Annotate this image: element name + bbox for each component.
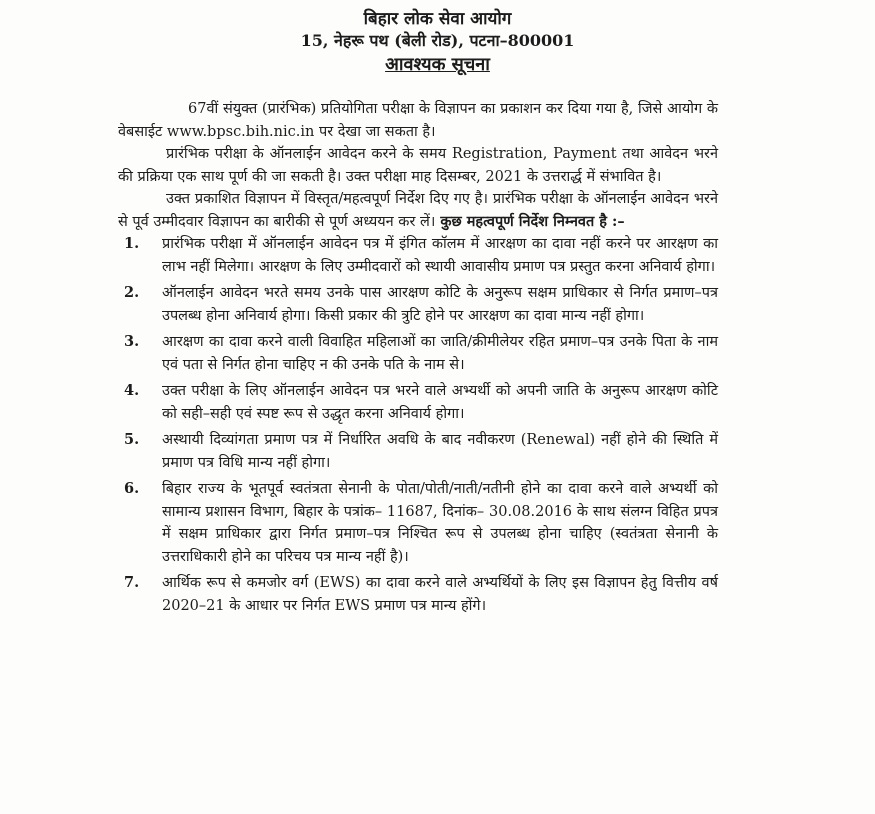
list-item-text: आर्थिक रूप से कमजोर वर्ग (EWS) का दावा करने वाले अभ्यर्थियों के लिए इस विज्ञापन हेतु वित्तीय वर्ष 2020–21 के आधार पर निर्गत EWS प्रमाण पत्र मान्य होंगे। <box>162 575 718 614</box>
list-item-text: प्रारंभिक परीक्षा में ऑनलाईन आवेदन पत्र में इंगित कॉलम में आरक्षण का दावा नहीं करने पर आरक्षण का लाभ नहीं मिलेगा। आरक्षण के लिए उम्मीदवारों को स्थायी आवासीय प्रमाण पत्र प्रस्तुत करना अनिवार्य होगा। <box>162 236 718 275</box>
list-item-number: 2. <box>124 284 140 301</box>
organization-name: बिहार लोक सेवा आयोग <box>363 9 512 29</box>
list-item <box>118 233 718 278</box>
list-item <box>118 282 718 327</box>
list-item <box>118 478 718 568</box>
list-item-text: आरक्षण का दावा करने वाली विवाहित महिलाओं का जाति/क्रीमीलेयर रहित प्रमाण–पत्र उनके पिता के नाम एवं पता से निर्गत होना चाहिए न की उनके पति के नाम से। <box>162 334 718 373</box>
list-item-text: बिहार राज्य के भूतपूर्व स्वतंत्रता सेनानी के पोता/पोती/नाती/नतीनी होने का दावा करने वाले अभ्यर्थी को सामान्य प्रशासन विभाग, बिहार के पत्रांक– 11687, दिनांक– 30.08.2016 के साथ संलग्न विहित प्रपत्र में सक्षम प्राधिकार द्वारा निर्गत प्रमाण–पत्र निश्चित रूप से उपलब्ध होना चाहिए (स्वतंत्रता सेनानी के उत्तराधिकारी होने का परिचय पत्र मान्य नहीं है)। <box>162 481 718 565</box>
paragraph-instructions-intro <box>118 188 718 233</box>
instructions-list <box>118 233 718 617</box>
list-item-number: 6. <box>124 480 140 497</box>
paragraph-instructions-text: उक्त प्रकाशित विज्ञापन में विस्तृत/महत्वपूर्ण निर्देश दिए गए है। प्रारंभिक परीक्षा के ऑनलाईन आवेदन भरने से पूर्व उम्मीदवार विज्ञापन का बारीकी से पूर्ण अध्ययन कर लें। <box>118 191 718 230</box>
list-item-text: ऑनलाईन आवेदन भरते समय उनके पास आरक्षण कोटि के अनुरूप सक्षम प्राधिकार से निर्गत प्रमाण–पत्र उपलब्ध होना अनिवार्य होगा। किसी प्रकार की त्रुटि होने पर आरक्षण का दावा मान्य नहीं होगा। <box>162 285 718 324</box>
list-item-number: 7. <box>124 574 140 591</box>
list-item <box>118 429 718 474</box>
paragraph-advertisement: 67वीं संयुक्त (प्रारंभिक) प्रतियोगिता परीक्षा के विज्ञापन का प्रकाशन कर दिया गया है, जिसे आयोग के वेबसाईट www.bpsc.bih.nic.in पर देखा जा सकता है। <box>118 101 718 140</box>
list-item-number: 3. <box>124 333 140 350</box>
notice-header <box>0 0 875 76</box>
paragraph-registration: प्रारंभिक परीक्षा के ऑनलाईन आवेदन करने के समय Registration, Payment तथा आवेदन भरने की प्रक्रिया एक साथ पूर्ण की जा सकती है। उक्त परीक्षा माह दिसम्बर, 2021 के उत्तरार्द्ध में संभावित है। <box>118 146 718 185</box>
list-item <box>118 331 718 376</box>
instructions-heading: कुछ महत्वपूर्ण निर्देश निम्नवत है :– <box>435 212 625 230</box>
list-item-number: 4. <box>124 382 140 399</box>
list-item-text: उक्त परीक्षा के लिए ऑनलाईन आवेदन पत्र भरने वाले अभ्यर्थी को अपनी जाति के अनुरूप आरक्षण कोटि को सही–सही एवं स्पष्ट रूप से उद्धृत करना अनिवार्य होगा। <box>162 383 718 422</box>
organization-address: 15, नेहरू पथ (बेली रोड), पटना–800001 <box>300 31 575 50</box>
notice-body <box>118 98 718 621</box>
list-item <box>118 572 718 617</box>
list-item-number: 5. <box>124 431 140 448</box>
list-item-text: अस्थायी दिव्यांगता प्रमाण पत्र में निर्धारित अवधि के बाद नवीकरण (Renewal) नहीं होने की स्थिति में प्रमाण पत्र विधि मान्य नहीं होगा। <box>162 432 718 471</box>
list-item <box>118 380 718 425</box>
notice-title: आवश्यक सूचना <box>385 54 490 75</box>
page-cutoff <box>0 798 875 814</box>
list-item-number: 1. <box>124 235 140 252</box>
